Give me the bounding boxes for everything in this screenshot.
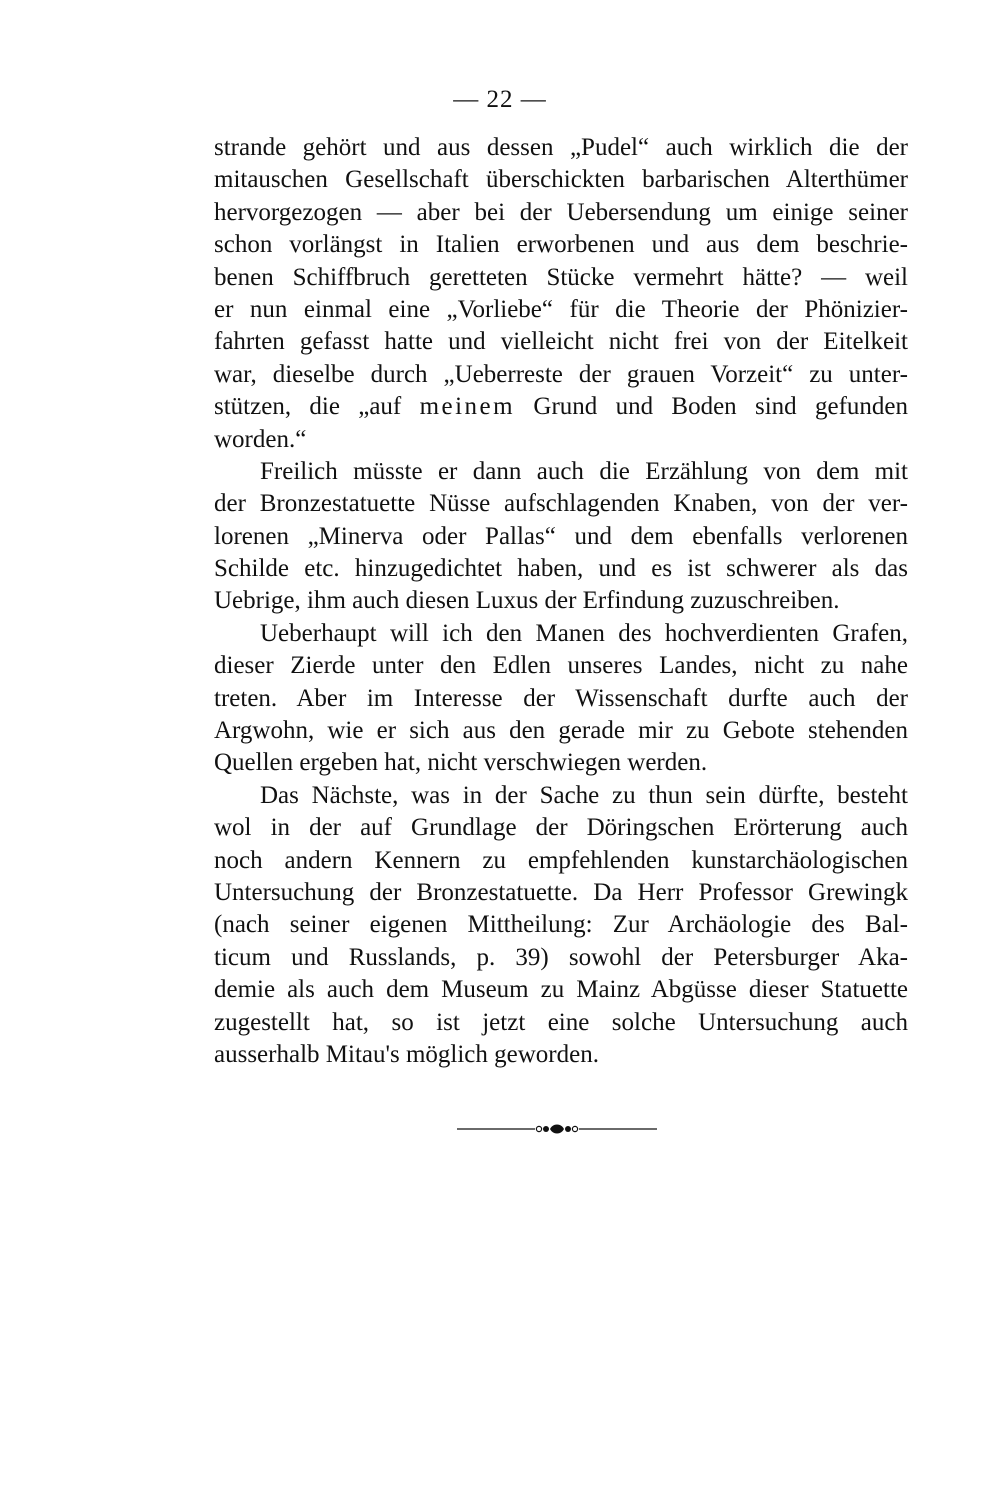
text-line: (nach seiner eigenen Mittheilung: Zur Archäologie des Bal- [214,911,908,939]
text-line: ticum und Russlands, p. 39) sowohl der Petersburger Aka- [214,943,908,971]
paragraph-2 [214,456,908,618]
text-line: mitauschen Gesellschaft überschickten barbarischen Alterthümer [214,166,908,194]
text-line: worden.“ [214,425,307,453]
ornamental-rule-icon [457,1121,657,1137]
text-line: benen Schiffbruch geretteten Stücke vermehrt hätte? — weil [214,263,908,291]
page-number: — 22 — [453,86,547,113]
text-line: Untersuchung der Bronzestatuette. Da Herr Professor Grewingk [214,878,908,906]
text-line: Argwohn, wie er sich aus den gerade mir zu Gebote stehenden [214,717,908,745]
paragraph-1 [214,132,908,456]
text-line: Das Nächste, was in der Sache zu thun sein dürfte, besteht [260,781,908,809]
text-line: strande gehört und aus dessen „Pudel“ auch wirklich die der [214,134,908,161]
text-line: Uebrige, ihm auch diesen Luxus der Erfindung zuzuschreiben. [214,587,840,615]
text-line: war, dieselbe durch „Ueberreste der grauen Vorzeit“ zu unter- [214,360,908,388]
text-line: Quellen ergeben hat, nicht verschwiegen werden. [214,749,708,777]
text-line: treten. Aber im Interesse der Wissenschaft durfte auch der [214,684,908,712]
paragraph-3 [214,618,908,780]
text-line: Freilich müsste er dann auch die Erzählung von dem mit [260,457,908,485]
text-line: der Bronzestatuette Nüsse aufschlagenden Knaben, von der ver- [214,490,908,518]
text-line: schon vorlängst in Italien erworbenen und aus dem beschrie- [214,231,908,259]
text-line: demie als auch dem Museum zu Mainz Abgüsse dieser Statuette [214,976,908,1004]
text-line: fahrten gefasst hatte und vielleicht nicht frei von der Eitelkeit [214,328,908,356]
paragraph-4 [214,780,908,1072]
text-line: Ueberhaupt will ich den Manen des hochverdienten Grafen, [260,619,908,647]
emphasized-word: meinem [419,393,516,421]
body-text [214,132,908,1071]
text-line: lorenen „Minerva oder Pallas“ und dem ebenfalls verlorenen [214,522,908,550]
text-line: ausserhalb Mitau's möglich geworden. [214,1040,599,1068]
text-line: dieser Zierde unter den Edlen unseres Landes, nicht zu nahe [214,652,908,680]
text-line: Schilde etc. hinzugedichtet haben, und es ist schwerer als das [214,555,908,583]
text-line: zugestellt hat, so ist jetzt eine solche Untersuchung auch [214,1008,908,1036]
text-line: er nun einmal eine „Vorliebe“ für die Theorie der Phönizier- [214,295,908,323]
text-line: wol in der auf Grundlage der Döringschen Erörterung auch [214,814,908,842]
text-line: hervorgezogen — aber bei der Uebersendung um einige seiner [214,198,908,226]
text-line: noch andern Kennern zu empfehlenden kunstarchäologischen [214,846,908,874]
text-line: stützen, die „auf meinem Grund und Boden sind gefunden [214,393,908,421]
